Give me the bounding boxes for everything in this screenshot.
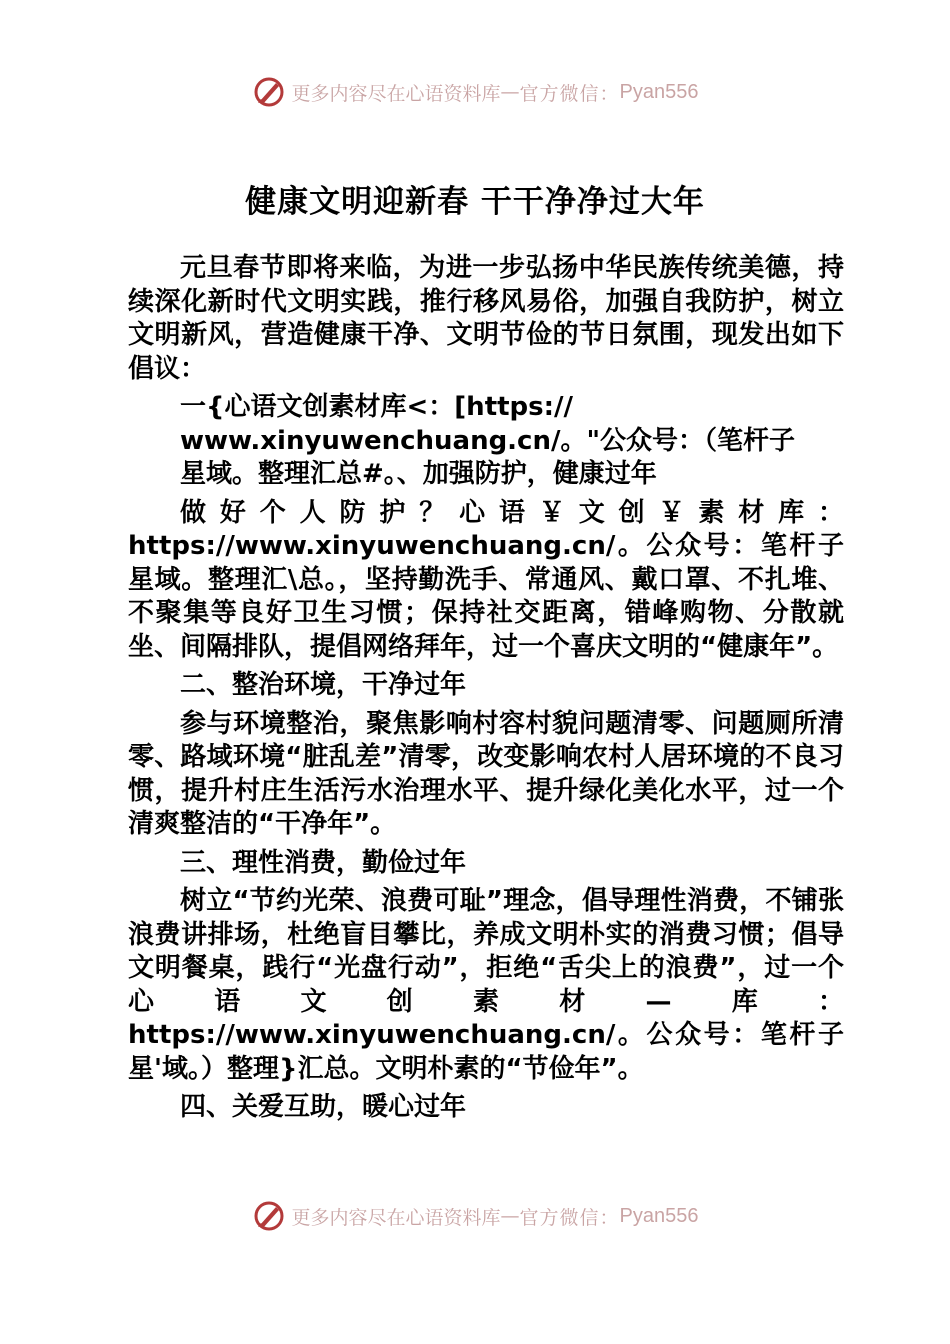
section3-body: 树立“节约光荣、浪费可耻”理念，倡导理性消费，不铺张浪费讲排场，杜绝盲目攀比，养成文明朴实的消费习惯；倡导文明餐桌，践行“光盘行动”，拒绝“舌尖上的浪费”，过一个心语文创素材—库：https://www.xinyuwenchuang.cn/。公众号：笔杆子星'域。）整理}汇总。文明朴素的“节俭年”。 — [128, 886, 844, 1084]
document-title: 健康文明迎新春 干干净净过大年 — [245, 184, 705, 220]
section1-body: 做好个人防护？心语￥文创￥素材库：https://www.xinyuwenchuang.cn/。公众号：笔杆子星域。整理汇\总。，坚持勤洗手、常通风、戴口罩、不扎堆、不聚集等良好卫生习惯；保持社交距离，错峰购物、分散就坐、间隔排队，提倡网络拜年，过一个喜庆文明的“健康年”。 — [128, 497, 844, 662]
banner-code: Pyan556 — [619, 80, 699, 103]
section3-heading: 三、理性消费，勤俭过年 — [180, 847, 467, 878]
section1-heading — [128, 391, 844, 492]
banner-code: Pyan556 — [619, 1204, 699, 1227]
section2-heading: 二、整治环境，干净过年 — [180, 670, 467, 700]
banner-label: 官方微信： — [519, 1206, 620, 1229]
section1-line: 一{心语文创素材库<：[https:// — [180, 392, 574, 422]
pen-circle-logo-icon — [252, 75, 286, 109]
intro-paragraph: 元旦春节即将来临，为进一步弘扬中华民族传统美德，持续深化新时代文明实践，推行移风易俗，加强自我防护，树立文明新风，营造健康干净、文明节俭的节日氛围，现发出如下倡议： — [128, 253, 844, 384]
banner-brand: 更多内容尽在心语资料库 — [291, 82, 501, 105]
section1-line: www.xinyuwenchuang.cn/。"公众号：（笔杆子 — [180, 425, 796, 456]
document-body — [128, 252, 844, 1130]
section2-body: 参与环境整治，聚焦影响村容村貌问题清零、问题厕所清零、路域环境“脏乱差”清零，改变影响农村人居环境的不良习惯，提升村庄生活污水治理水平、提升绿化美化水平，过一个清爽整洁的“干净年”。 — [128, 708, 844, 839]
footer-banner — [0, 1196, 950, 1236]
header-banner — [0, 72, 950, 112]
section1-line: 星域。整理汇总#。、加强防护，健康过年 — [180, 459, 657, 489]
section4-heading: 四、关爱互助，暖心过年 — [180, 1092, 467, 1122]
banner-label: 官方微信： — [519, 82, 620, 105]
banner-separator: — — [500, 1205, 520, 1227]
pen-circle-logo-icon — [252, 1199, 286, 1233]
banner-brand: 更多内容尽在心语资料库 — [291, 1206, 501, 1229]
banner-separator: — — [500, 81, 520, 103]
